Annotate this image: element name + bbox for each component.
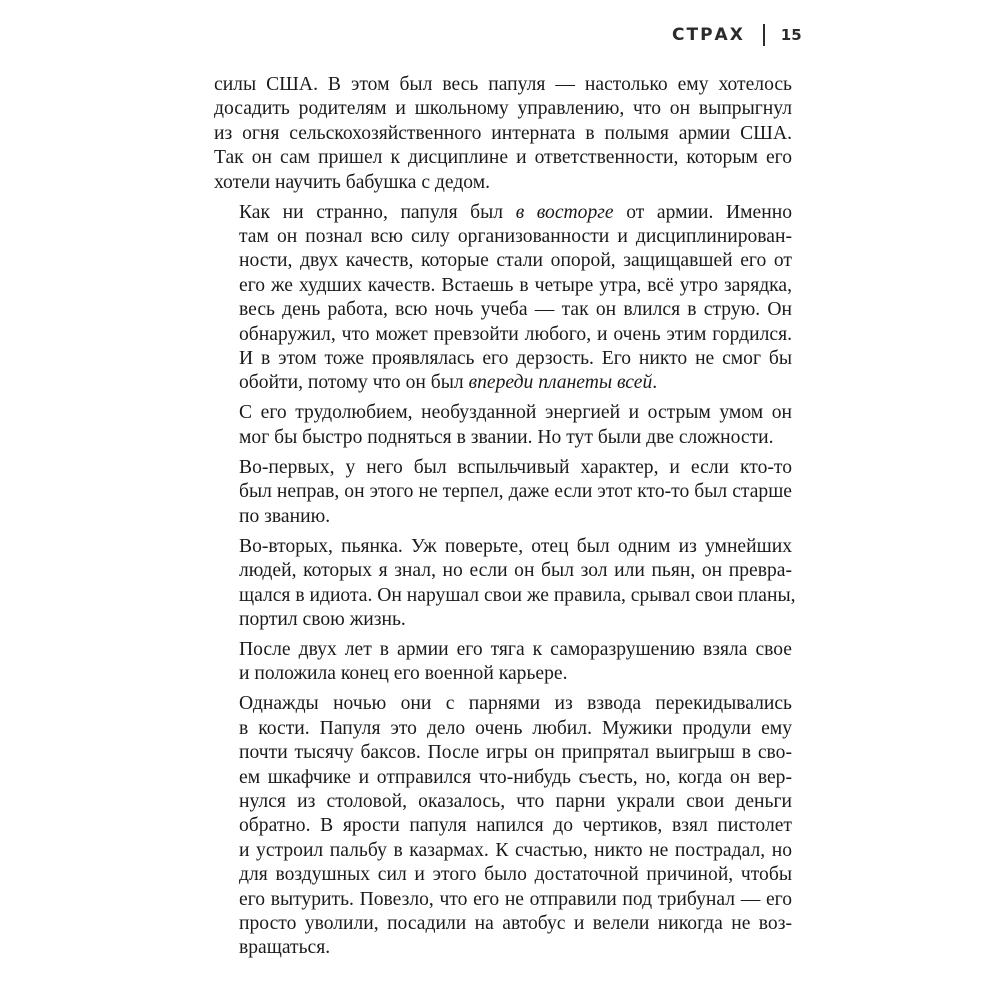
text-segment: почти тысячу баксов. После игры он припрятал выигрыш в сво- [239,742,792,764]
text-line [214,790,792,814]
text-line [214,888,792,912]
text-line [214,225,792,249]
text-line [214,480,792,504]
text-segment: Во-вторых, пьянка. Уж поверьте, отец был одним из умнейших [239,535,792,557]
text-segment: мог бы быстро подняться в звании. Но тут были две сложности. [239,426,774,448]
text-line [214,401,792,425]
text-segment: обратно. В ярости папуля напился до чертиков, взял пистолет [239,815,792,837]
text-line [214,692,792,716]
text-segment: щался в идиота. Он нарушал свои же правила, срывал свои планы, [239,584,796,606]
text-segment: нулся из столовой, оказалось, что парни украли свои деньги [239,790,792,812]
text-segment: И в этом тоже проявлялась его дерзость. Его никто не смог бы [239,348,792,370]
text-line [214,171,792,195]
paragraph [214,692,792,960]
text-segment: и положила конец его военной карьере. [239,663,568,685]
italic-text: в восторге [515,201,614,223]
text-line [214,608,792,632]
text-line [214,912,792,936]
text-line [214,274,792,298]
text-line [214,426,792,450]
text-line [214,839,792,863]
text-line [214,371,792,395]
text-line [214,638,792,662]
text-line [214,863,792,887]
text-line [214,559,792,583]
text-segment: досадить родителям и школьному управлению, что он выпрыгнул [214,98,792,120]
text-line [214,73,792,97]
text-segment: После двух лет в армии его тяга к саморазрушению взяла свое [239,638,792,660]
text-line [214,535,792,559]
text-line [214,298,792,322]
paragraph [214,638,792,687]
text-line [214,505,792,529]
text-segment: из огня сельскохозяйственного интерната в полымя армии США. [214,122,792,144]
text-line [214,97,792,121]
page-number: 15 [780,26,802,44]
paragraph [214,456,792,529]
text-line [214,662,792,686]
text-line [214,249,792,273]
text-segment: его вытурить. Повезло, что его не отправили под трибунал — его [239,888,792,910]
text-segment: обойти, потому что он был [239,372,469,394]
text-segment: . [652,372,658,394]
text-line [214,717,792,741]
text-segment: по званию. [239,505,331,527]
text-segment: в кости. Папуля это дело очень любил. Мужики продули ему [239,717,792,739]
paragraph [214,535,796,633]
text-segment: людей, которых я знал, но если он был зол или пьян, он превра- [239,560,792,582]
text-segment: Как ни странно, папуля был [239,201,516,223]
chapter-title: СТРАХ [672,25,745,45]
paragraph [214,401,792,450]
text-segment: С его трудолюбием, необузданной энергией и острым умом он [239,402,792,424]
italic-text: впереди планеты всей [468,372,653,394]
text-segment: портил свою жизнь. [239,608,406,630]
text-line [214,766,792,790]
text-segment: обнаружил, что может превзойти любого, и очень этим гордился. [239,323,792,345]
paragraph [214,201,792,396]
text-line [214,146,792,170]
paragraph [214,73,792,195]
text-segment: Однажды ночью они с парнями из взвода перекидывались [239,693,792,715]
text-segment: его же худших качеств. Встаешь в четыре утра, всё утро зарядка, [239,274,792,296]
text-line [214,584,796,608]
text-segment: для воздушных сил и этого было достаточной причиной, чтобы [239,864,792,886]
text-segment: просто уволили, посадили на автобус и велели никогда не воз- [239,912,792,934]
text-segment: ем шкафчике и отправился что-нибудь съесть, но, когда он вер- [239,766,792,788]
text-segment: там он познал всю силу организованности и дисциплинирован- [239,226,792,248]
text-segment: был неправ, он этого не терпел, даже если этот кто-то был старше [239,481,792,503]
text-segment: Так он сам пришел к дисциплине и ответственности, которым его [214,147,792,169]
text-line [214,201,792,225]
running-head [672,22,802,48]
text-segment: Во-первых, у него был вспыльчивый характер, и если кто-то [239,456,792,478]
text-segment: весь день работа, всю ночь учеба — так он влился в струю. Он [239,299,792,321]
text-segment: хотели научить бабушка с дедом. [214,171,491,193]
text-line [214,741,792,765]
text-segment: и устроил пальбу в казармах. К счастью, никто не пострадал, но [239,839,792,861]
text-segment: вращаться. [239,937,331,959]
text-line [214,347,792,371]
text-line [214,122,792,146]
text-segment: от армии. Именно [613,201,792,223]
text-segment: ности, двух качеств, которые стали опорой, защищавшей его от [239,250,792,272]
header-separator [763,24,765,46]
text-segment: силы США. В этом был весь папуля — настолько ему хотелось [214,74,792,95]
text-line [214,456,792,480]
text-line [214,814,792,838]
text-line [214,323,792,347]
text-line [214,936,792,960]
body-text [214,73,796,966]
